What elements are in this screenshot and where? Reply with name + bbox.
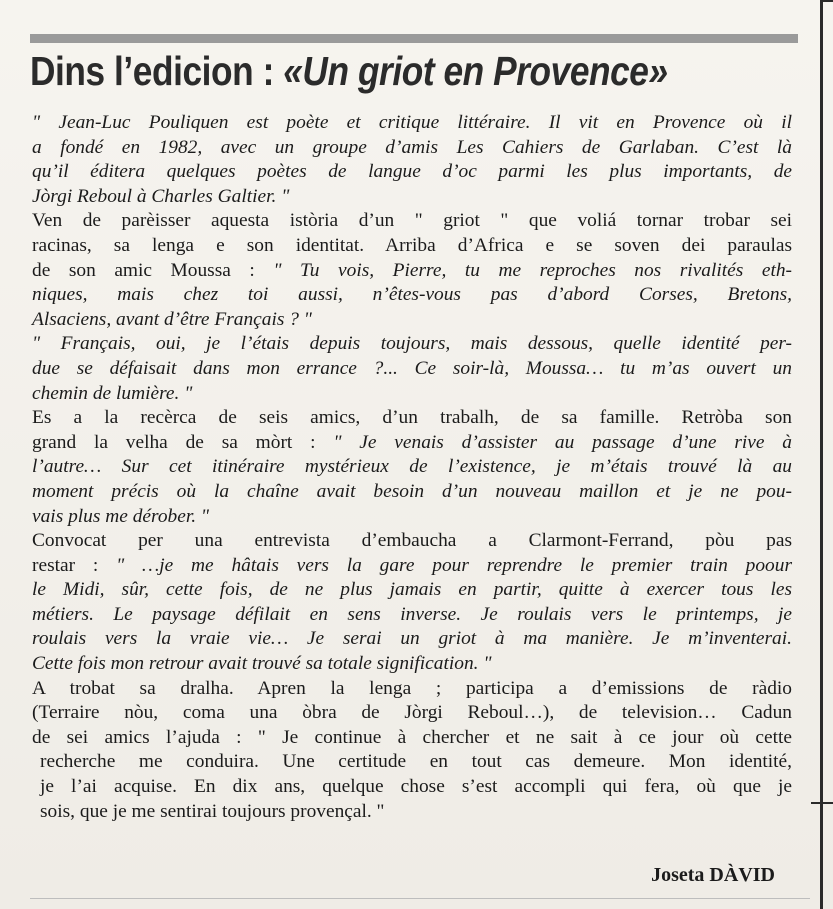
author-signature: Joseta DÀVID xyxy=(651,864,775,886)
line-quote-part: " …je me hâtais vers la gare pour reprendre le premier train poour xyxy=(116,554,792,576)
line-quote-text: métiers. Le paysage défilait en sens inverse. Je roulais vers le printemps, je xyxy=(32,603,792,625)
line-roman-part: grand la velha de sa mòrt : xyxy=(32,431,334,453)
article-line xyxy=(32,627,792,652)
article-line xyxy=(32,136,792,161)
adjacent-column-rule xyxy=(811,802,833,804)
article-line xyxy=(32,701,792,726)
line-roman-part: de son amic Moussa : xyxy=(32,259,274,281)
line-quote-text: moment précis où la chaîne avait besoin d’un nouveau maillon et je ne pou- xyxy=(32,480,792,502)
article-body xyxy=(32,111,792,824)
column-divider xyxy=(820,0,823,909)
line-quote-text: Jòrgi Reboul à Charles Galtier. " xyxy=(32,185,290,207)
article-line xyxy=(32,800,792,825)
article-line xyxy=(32,554,792,579)
line-text: Es a la recèrca de seis amics, d’un trabalh, de sa famille. Retròba son xyxy=(32,407,792,429)
article-line xyxy=(32,750,792,775)
line-quote-text: l’autre… Sur cet itinéraire mystérieux de l’existence, je m’étais trouvé là au xyxy=(32,456,792,478)
line-text: (Terraire nòu, coma una òbra de Jòrgi Reboul…), de television… Cadun xyxy=(32,702,792,724)
line-text: racinas, sa lenga e son identitat. Arriba d’Africa e se soven dei paraulas xyxy=(32,234,792,256)
article-line xyxy=(32,603,792,628)
line-text: je l’ai acquise. En dix ans, quelque chose s’est accompli qui fera, où que je xyxy=(40,776,792,798)
article-line xyxy=(32,259,792,284)
headline-prefix: Dins l’edicion : xyxy=(30,48,284,94)
headline-top-rule xyxy=(30,34,798,43)
article-line xyxy=(32,529,792,554)
line-text: sois, que je me sentirai toujours provençal. " xyxy=(40,800,385,822)
line-quote-part: " Tu vois, Pierre, tu me reproches nos rivalités eth- xyxy=(273,259,793,281)
article-line xyxy=(32,382,792,407)
article-line xyxy=(32,209,792,234)
article-line xyxy=(32,775,792,800)
article-line xyxy=(32,406,792,431)
article-line xyxy=(32,283,792,308)
article-line xyxy=(32,480,792,505)
column-divider-cap xyxy=(823,0,833,2)
line-quote-text: " Français, oui, je l’étais depuis toujours, mais dessous, quelle identité per- xyxy=(32,333,792,355)
line-text: de sei amics l’ajuda : " Je continue à chercher et ne sait à ce jour où cette xyxy=(32,726,792,748)
article-line xyxy=(32,160,792,185)
article-line xyxy=(32,505,792,530)
line-quote-text: " Jean-Luc Pouliquen est poète et critique littéraire. Il vit en Provence où il xyxy=(32,112,792,133)
headline-title: «Un griot en Provence» xyxy=(283,48,668,94)
line-quote-text: a fondé en 1982, avec un groupe d’amis Les Cahiers de Garlaban. C’est là xyxy=(32,136,792,158)
line-quote-text: due se défaisait dans mon errance ?... Ce soir-là, Moussa… tu m’as ouvert un xyxy=(32,357,792,379)
line-text: A trobat sa dralha. Apren la lenga ; participa a d’emissions de ràdio xyxy=(32,677,792,699)
article-line xyxy=(32,111,792,136)
line-text: Ven de parèisser aquesta istòria d’un " griot " que voliá tornar trobar sei xyxy=(32,210,792,232)
bottom-rule xyxy=(30,898,810,899)
line-quote-text: chemin de lumière. " xyxy=(32,382,193,404)
article-headline xyxy=(30,44,701,98)
article-line xyxy=(32,677,792,702)
line-quote-text: vais plus me dérober. " xyxy=(32,505,210,527)
article-line xyxy=(32,357,792,382)
article-line xyxy=(32,578,792,603)
article-line xyxy=(32,652,792,677)
line-quote-text: Cette fois mon retrour avait trouvé sa totale signification. " xyxy=(32,653,492,675)
line-quote-text: roulais vers la vraie vie… Je serai un griot à ma manière. Je m’inventerai. xyxy=(32,628,792,650)
article-line xyxy=(32,234,792,259)
line-text: Convocat per una entrevista d’embaucha a Clarmont-Ferrand, pòu pas xyxy=(32,530,792,552)
article-line xyxy=(32,332,792,357)
article-line xyxy=(32,308,792,333)
line-text: recherche me conduira. Une certitude en tout cas demeure. Mon identité, xyxy=(40,751,792,773)
line-quote-text: Alsaciens, avant d’être Français ? " xyxy=(32,308,312,330)
article-line xyxy=(32,185,792,210)
article-line xyxy=(32,455,792,480)
line-quote-part: " Je venais d’assister au passage d’une rive à xyxy=(333,431,792,453)
article-line xyxy=(32,431,792,456)
line-quote-text: niques, mais chez toi aussi, n’êtes-vous pas d’abord Corses, Bretons, xyxy=(32,284,792,306)
line-quote-text: le Midi, sûr, cette fois, de ne plus jamais en partir, quitte à exercer tous les xyxy=(32,579,792,601)
article-line xyxy=(32,726,792,751)
line-roman-part: restar : xyxy=(32,554,117,576)
line-quote-text: qu’il éditera quelques poètes de langue d’oc parmi les plus importants, de xyxy=(32,161,792,183)
